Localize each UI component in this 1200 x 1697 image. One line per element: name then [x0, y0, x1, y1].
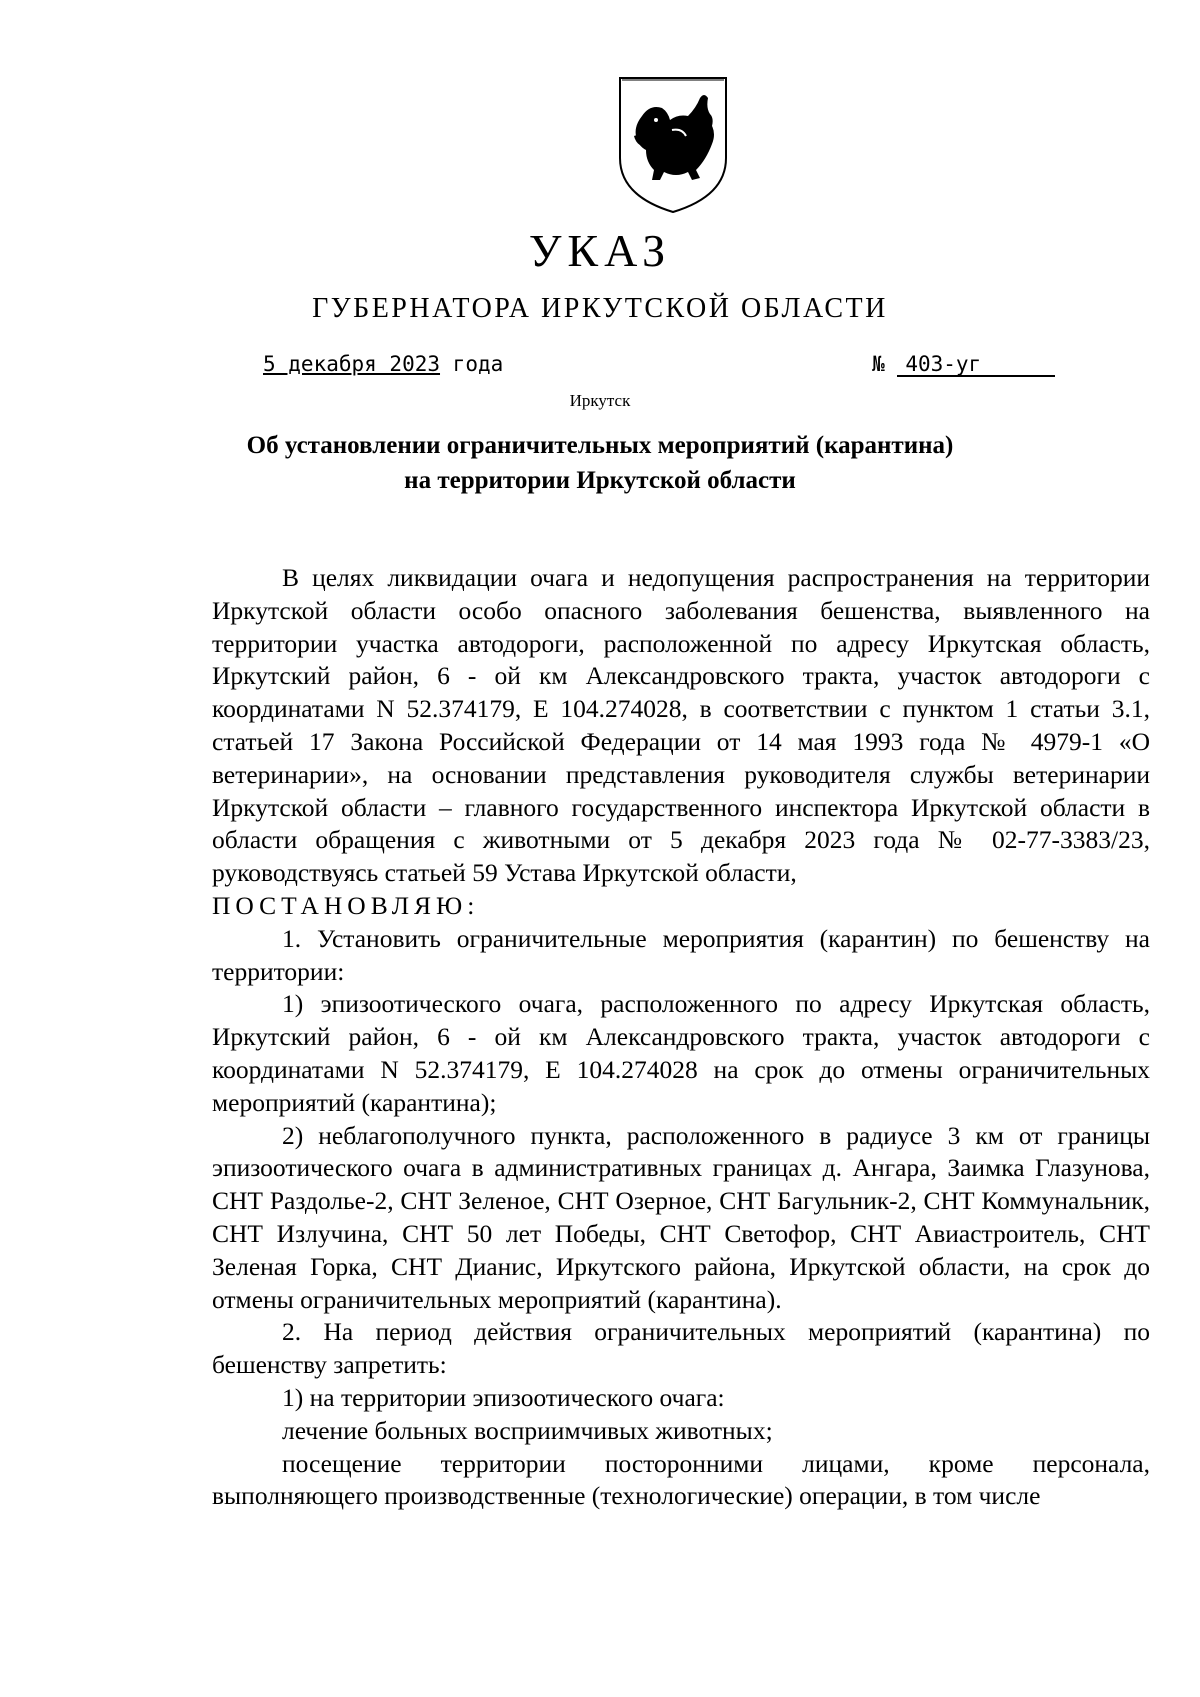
- paragraph-2-1-a: лечение больных восприимчивых животных;: [282, 1415, 773, 1445]
- date-suffix: года: [452, 352, 504, 376]
- paragraph-1-1: 1) эпизоотического очага, расположенного по адресу Иркутская область, Иркутский район, 6 - ой км Александровского тракта, участок автодороги с координатами N 52.374179, E 104.274028 на срок до отмены ограничительных мероприятий (карантина);: [212, 989, 1150, 1117]
- coat-of-arms-emblem: [612, 74, 734, 214]
- document-date: [263, 352, 503, 376]
- intro-paragraph: В целях ликвидации очага и недопущения распространения на территории Иркутской области особо опасного заболевания бешенства, выявленного на территории участка автодороги, расположенной по адресу Иркутская область, Иркутский район, 6 - ой км Александровского тракта, участок автодороги с координатами N 52.374179, E 104.274028, в соответствии с пунктом 1 статьи 3.1, статьей 17 Закона Российской Федерации от 14 мая 1993 года № 4979-1 «О ветеринарии», на основании представления руководителя службы ветеринарии Иркутской области – главного государственного инспектора Иркутской области в области обращения с животными от 5 декабря 2023 года № 02-77-3383/23, руководствуясь статьей 59 Устава Иркутской области,: [212, 563, 1150, 888]
- decree-word: ПОСТАНОВЛЯЮ:: [212, 890, 480, 920]
- paragraph-1: 1. Установить ограничительные мероприятия (карантин) по бешенству на территории:: [212, 923, 1150, 986]
- number-value: 403-уг: [897, 353, 1055, 377]
- date-value: 5 декабря 2023: [263, 352, 441, 376]
- paragraph-1-2: 2) неблагополучного пункта, расположенного в радиусе 3 км от границы эпизоотического очага в административных границах д. Ангара, Заимка Глазунова, СНТ Раздолье-2, СНТ Зеленое, СНТ Озерное, СНТ Багульник-2, СНТ Коммунальник, СНТ Излучина, СНТ 50 лет Победы, СНТ Светофор, СНТ Авиастроитель, СНТ Зеленая Горка, СНТ Дианис, Иркутского района, Иркутской области, на срок до отмены ограничительных мероприятий (карантина).: [212, 1120, 1150, 1314]
- document-city: Иркутск: [569, 391, 631, 410]
- heading-line-2: на территории Иркутской области: [404, 467, 796, 494]
- paragraph-2-1-b: посещение территории посторонними лицами, кроме персонала, выполняющего производственные (технологические) операции, в том числе: [212, 1448, 1150, 1511]
- document-number: [872, 352, 1055, 377]
- number-prefix: №: [872, 352, 885, 376]
- heading-line-1: Об установлении ограничительных мероприятий (карантина): [246, 432, 954, 459]
- document-title: УКАЗ: [528, 225, 672, 276]
- paragraph-2-1: 1) на территории эпизоотического очага:: [282, 1382, 725, 1412]
- document-body: [212, 562, 1150, 1513]
- document-heading: [160, 428, 1040, 498]
- document-subtitle: ГУБЕРНАТОРА ИРКУТСКОЙ ОБЛАСТИ: [312, 293, 888, 324]
- paragraph-2: 2. На период действия ограничительных мероприятий (карантина) по бешенству запретить:: [212, 1317, 1150, 1380]
